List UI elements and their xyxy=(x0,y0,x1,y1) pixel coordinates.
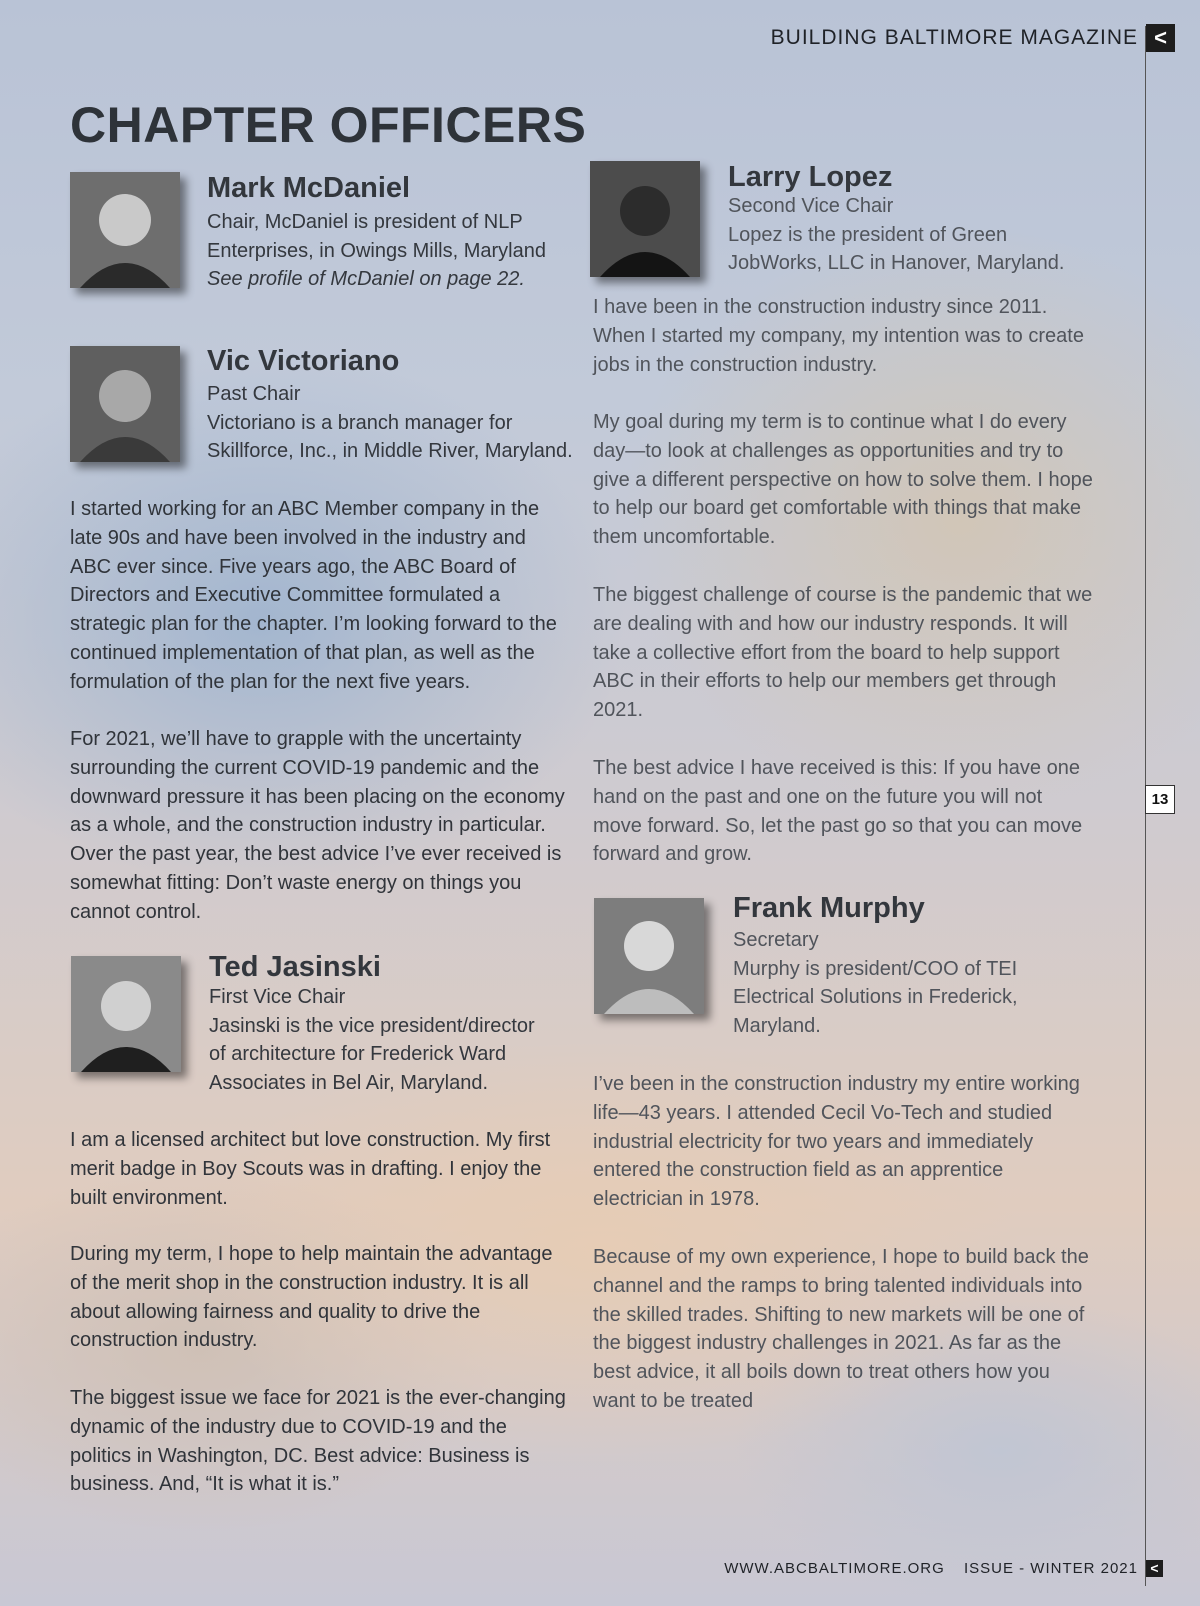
officer-role-line: Past Chair xyxy=(207,383,301,405)
back-arrow-icon[interactable]: < xyxy=(1146,24,1175,52)
officer-details xyxy=(728,192,1064,278)
officer-statement: The best advice I have received is this: If you have one hand on the past and one on the future you will not move forward. So, let the past go so that you can move forward and grow. xyxy=(593,757,1083,866)
footer xyxy=(710,1560,1138,1577)
officer-role-line: Secretary xyxy=(733,929,819,951)
jasinski-portrait xyxy=(71,956,181,1072)
officer-statement: I started working for an ABC Member company in the late 90s and have been involved in the industry and ABC ever since. Five years ago, the ABC Board of Directors and Executive Committee formulated a strategic plan for the chapter. I’m looking forward to the continued implementation of that plan, as well as the formulation of the plan for the next five years. xyxy=(70,498,557,693)
officer-statement: During my term, I hope to help maintain the advantage of the merit shop in the construction industry. It is all about allowing fairness and quality to drive the construction industry. xyxy=(70,1243,553,1352)
back-arrow-icon[interactable]: < xyxy=(1146,1560,1163,1577)
page-number: 13 xyxy=(1145,785,1175,814)
officer-role-line: JobWorks, LLC in Hanover, Maryland. xyxy=(728,252,1065,274)
lopez-portrait xyxy=(590,161,700,277)
officer-role-line: First Vice Chair xyxy=(209,986,346,1008)
footer-issue: ISSUE - WINTER 2021 xyxy=(963,1560,1138,1577)
officer-name: Mark McDaniel xyxy=(207,172,411,204)
officer-details xyxy=(207,208,546,294)
officer-statement: I have been in the construction industry since 2011. When I started my company, my intention was to create jobs in the construction industry. xyxy=(593,296,1084,376)
officer-role-line: Jasinski is the vice president/director xyxy=(209,1014,535,1037)
officer-statement: The biggest challenge of course is the pandemic that we are dealing with and how our industry responds. It will take a collective effort from the board to help support ABC in their efforts to help our members get through 2021. xyxy=(593,584,1093,722)
officer-name: Frank Murphy xyxy=(733,892,925,924)
page-title: CHAPTER OFFICERS xyxy=(70,97,587,153)
officer-role-line: Lopez is the president of Green xyxy=(728,223,1008,246)
footer-website[interactable]: WWW.ABCBALTIMORE.ORG xyxy=(724,1560,945,1577)
officer-role-line: Murphy is president/COO of TEI xyxy=(733,957,1018,980)
officer-details xyxy=(733,926,1018,1040)
victoriano-portrait xyxy=(70,346,180,462)
murphy-portrait xyxy=(594,898,704,1014)
officer-role-line: Second Vice Chair xyxy=(728,195,894,217)
mcdaniel-portrait xyxy=(70,172,180,288)
officer-details xyxy=(207,380,573,466)
officer-statement: For 2021, we’ll have to grapple with the uncertainty surrounding the current COVID-19 pandemic and the downward pressure it has been placing on the economy as a whole, and the construction industry in particular. Over the past year, the best advice I’ve ever received is somewhat fitting: Don’t waste energy on things you cannot control. xyxy=(70,728,565,923)
profile-reference: See profile of McDaniel on page 22. xyxy=(207,268,525,290)
magazine-title: BUILDING BALTIMORE MAGAZINE xyxy=(770,26,1138,49)
officer-name: Larry Lopez xyxy=(728,161,893,193)
officer-statement: The biggest issue we face for 2021 is the ever-changing dynamic of the industry due to COVID-19 and the politics in Washington, DC. Best advice: Business is business. And, “It is what it is.” xyxy=(70,1387,566,1496)
officer-role-line: Skillforce, Inc., in Middle River, Maryland. xyxy=(207,440,573,462)
officer-name: Vic Victoriano xyxy=(207,345,400,377)
officer-role-line: of architecture for Frederick Ward xyxy=(209,1043,507,1065)
officer-role-line: Maryland. xyxy=(733,1014,821,1037)
officer-role-line: Enterprises, in Owings Mills, Maryland xyxy=(207,239,546,262)
officer-role-line: Victoriano is a branch manager for xyxy=(207,411,513,434)
officer-details xyxy=(209,983,535,1097)
officer-statement: My goal during my term is to continue what I do every day—to look at challenges as opportunities and try to give a different perspective on how to solve them. I hope to help our board get comfortable with things that make them uncomfortable. xyxy=(593,411,1093,549)
officer-name: Ted Jasinski xyxy=(209,951,381,983)
officer-statement: I am a licensed architect but love construction. My first merit badge in Boy Scouts was in drafting. I enjoy the built environment. xyxy=(70,1129,551,1209)
officer-statement: Because of my own experience, I hope to build back the channel and the ramps to bring talented individuals into the skilled trades. Shifting to new markets will be one of the biggest industry challenges in 2021. As far as the best advice, it all boils down to treat others how you want to be treated xyxy=(593,1246,1089,1412)
officer-statement: I’ve been in the construction industry my entire working life—43 years. I attended Cecil Vo-Tech and studied industrial electricity for two years and immediately entered the construction field as an apprentice electrician in 1978. xyxy=(593,1073,1080,1211)
officer-role-line: Associates in Bel Air, Maryland. xyxy=(209,1071,489,1094)
officer-role-line: Electrical Solutions in Frederick, xyxy=(733,986,1018,1008)
officer-role-line: Chair, McDaniel is president of NLP xyxy=(207,211,523,233)
